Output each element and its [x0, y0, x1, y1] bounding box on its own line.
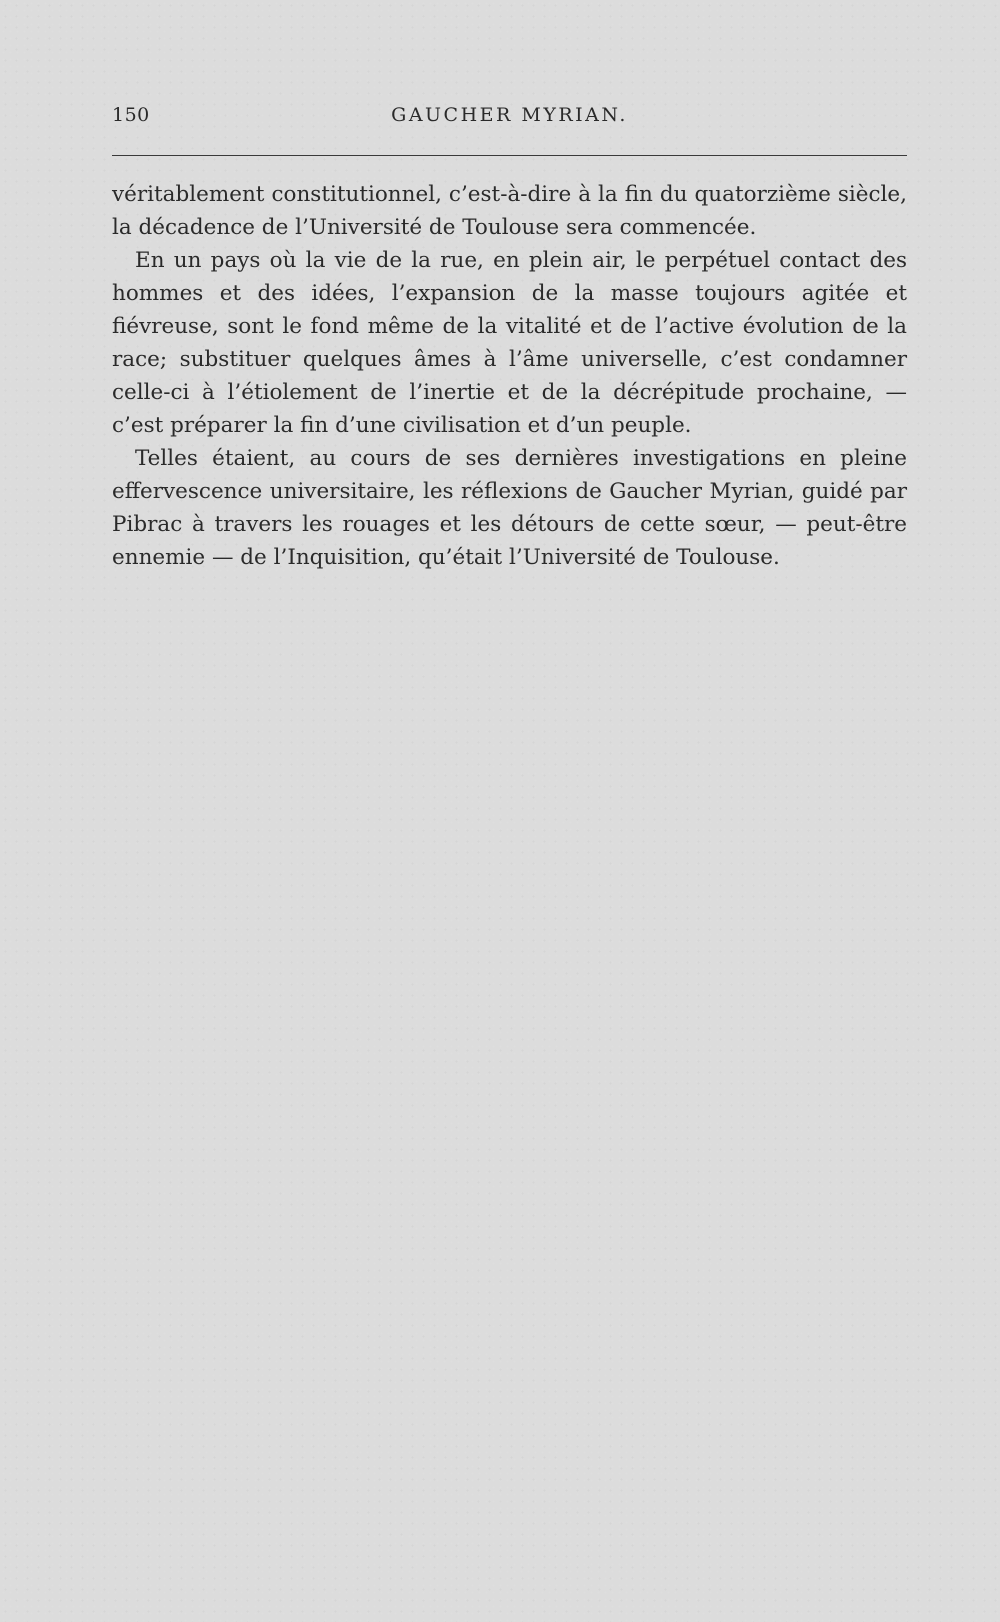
paragraph-3: Telles étaient, au cours de ses dernières investigations en pleine effervescence universitaire, les réflexions de Gaucher Myrian, guidé par Pibrac à travers les rouages et les détours de cette sœur, — peut-être ennemie — de l’Inquisition, qu’était l’Université de Toulouse. [112, 446, 907, 570]
page-number: 150 [112, 104, 150, 126]
header-rule [112, 155, 907, 156]
body-text [112, 178, 907, 574]
paragraph-1: véritablement constitutionnel, c’est-à-dire à la fin du quatorzième siècle, la décadence de l’Université de Toulouse sera commencée. [112, 182, 907, 240]
paragraph-2: En un pays où la vie de la rue, en plein air, le perpétuel contact des hommes et des idées, l’expansion de la masse toujours agitée et fiévreuse, sont le fond même de la vitalité et de l’active évolution de la race; substituer quelques âmes à l’âme universelle, c’est condamner celle-ci à l’étiolement de l’inertie et de la décrépitude prochaine, — c’est préparer la fin d’une civilisation et d’un peuple. [112, 248, 907, 438]
page-header [112, 104, 907, 134]
running-title: GAUCHER MYRIAN. [391, 104, 628, 126]
